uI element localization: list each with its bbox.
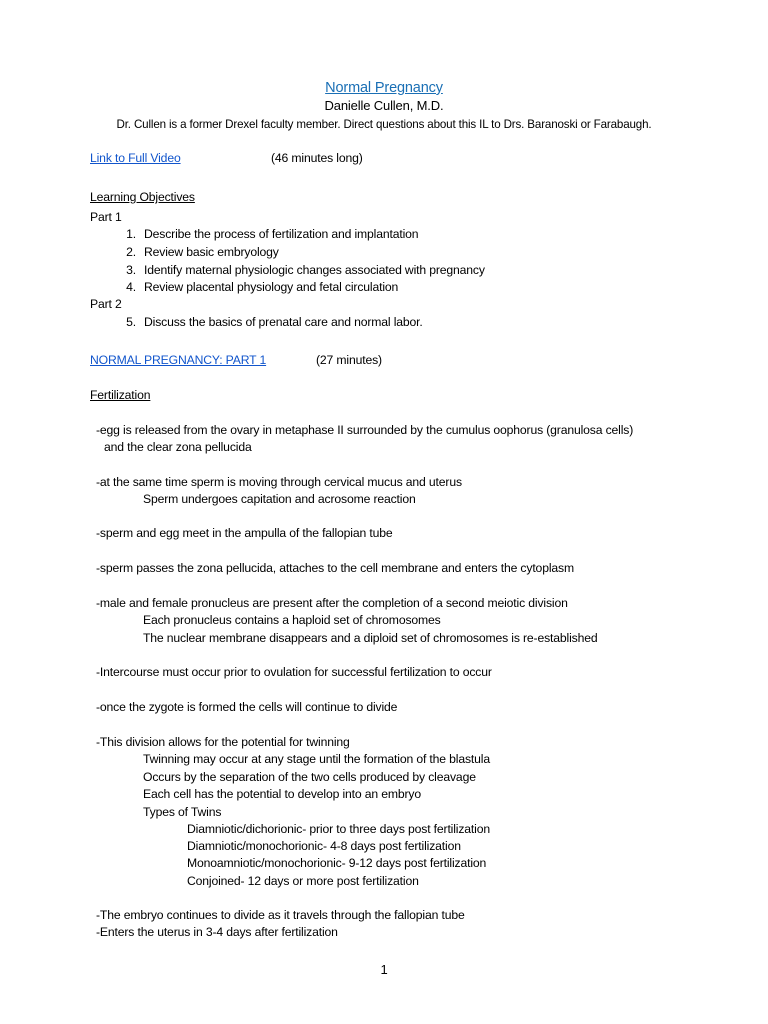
objective-number: 4. <box>126 280 136 294</box>
body-line: Diamniotic/dichorionic- prior to three days post fertilization <box>187 822 490 836</box>
objective-number: 1. <box>126 227 136 241</box>
objective-text: Describe the process of fertilization and implantation <box>144 227 419 241</box>
body-line: The nuclear membrane disappears and a diploid set of chromosomes is re-established <box>143 631 598 645</box>
objective-item <box>112 226 418 242</box>
objective-number: 5. <box>126 315 136 329</box>
body-line: Twinning may occur at any stage until the formation of the blastula <box>143 752 490 766</box>
objective-text: Identify maternal physiologic changes associated with pregnancy <box>144 263 485 277</box>
body-line: -male and female pronucleus are present after the completion of a second meiotic division <box>96 596 568 610</box>
part1-link[interactable]: NORMAL PREGNANCY: PART 1 <box>90 353 267 367</box>
faculty-note: Dr. Cullen is a former Drexel faculty member. Direct questions about this IL to Drs. Baranoski or Farabaugh. <box>116 118 652 131</box>
full-video-link[interactable]: Link to Full Video <box>90 151 181 165</box>
objective-item <box>112 244 279 260</box>
document-title: Normal Pregnancy <box>325 80 443 96</box>
body-line: -at the same time sperm is moving through cervical mucus and uterus <box>96 475 462 489</box>
body-line: Types of Twins <box>143 805 222 819</box>
part1-label: Part 1 <box>90 210 122 224</box>
objective-text: Review basic embryology <box>144 245 279 259</box>
body-line: Occurs by the separation of the two cells produced by cleavage <box>143 770 476 784</box>
objective-number: 3. <box>126 263 136 277</box>
video-duration: (46 minutes long) <box>271 151 363 165</box>
body-line: -sperm passes the zona pellucida, attaches to the cell membrane and enters the cytoplasm <box>96 561 574 575</box>
body-line: -sperm and egg meet in the ampulla of the fallopian tube <box>96 526 393 540</box>
part2-label: Part 2 <box>90 297 122 311</box>
body-line: -egg is released from the ovary in metaphase II surrounded by the cumulus oophorus (granulosa cells) <box>96 423 634 437</box>
body-line: Each pronucleus contains a haploid set of chromosomes <box>143 613 441 627</box>
page-number: 1 <box>380 962 388 977</box>
body-line: Sperm undergoes capitation and acrosome reaction <box>143 492 416 506</box>
objective-item <box>112 314 423 330</box>
objective-item <box>112 262 485 278</box>
objective-text: Discuss the basics of prenatal care and normal labor. <box>144 315 423 329</box>
fertilization-heading: Fertilization <box>90 388 151 402</box>
body-line: Diamniotic/monochorionic- 4-8 days post fertilization <box>187 839 461 853</box>
objective-number: 2. <box>126 245 136 259</box>
body-line: -once the zygote is formed the cells will continue to divide <box>96 700 398 714</box>
body-line: and the clear zona pellucida <box>104 440 252 454</box>
body-line: -Enters the uterus in 3-4 days after fertilization <box>96 925 338 939</box>
body-line: -Intercourse must occur prior to ovulation for successful fertilization to occur <box>96 665 492 679</box>
part1-duration: (27 minutes) <box>316 353 382 367</box>
objective-item <box>112 279 398 295</box>
body-line: Each cell has the potential to develop into an embryo <box>143 787 421 801</box>
learning-objectives-heading: Learning Objectives <box>90 190 195 204</box>
objective-text: Review placental physiology and fetal circulation <box>144 280 399 294</box>
body-line: Monoamniotic/monochorionic- 9-12 days post fertilization <box>187 856 487 870</box>
body-line: -The embryo continues to divide as it travels through the fallopian tube <box>96 908 465 922</box>
body-line: -This division allows for the potential for twinning <box>96 735 350 749</box>
author-line: Danielle Cullen, M.D. <box>324 98 444 113</box>
body-line: Conjoined- 12 days or more post fertilization <box>187 874 419 888</box>
